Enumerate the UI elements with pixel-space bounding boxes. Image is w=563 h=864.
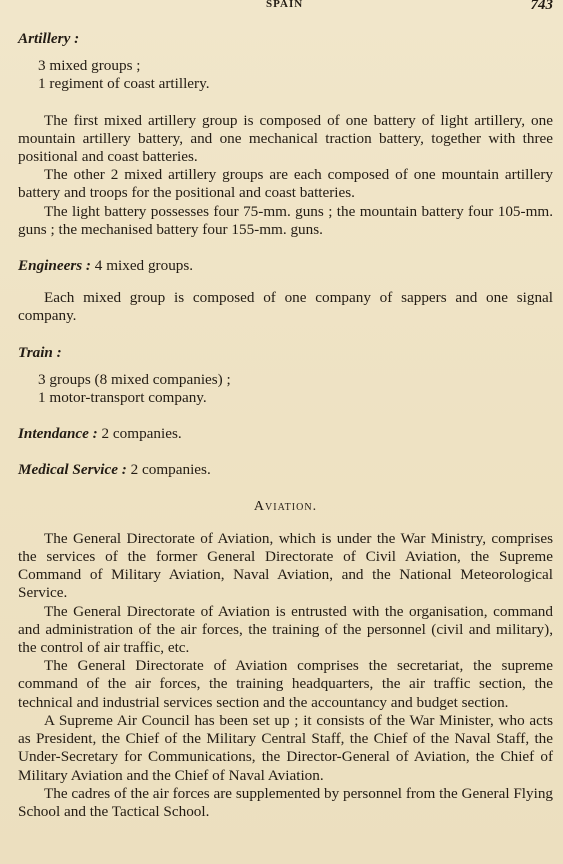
engineers-line xyxy=(18,257,553,275)
paragraph: Each mixed group is composed of one company of sappers and one signal company. xyxy=(18,289,553,325)
paragraph: The General Directorate of Aviation is entrusted with the organisation, command and administration of the air forces, the training of the personnel (civil and military), the control of air traffic, etc. xyxy=(18,602,553,657)
paragraph: The General Directorate of Aviation, which is under the War Ministry, comprises the services of the former General Directorate of Civil Aviation, the Supreme Command of Military Aviation, Naval Aviation, and the National Meteorological Service. xyxy=(18,529,553,602)
medical-heading: Medical Service : xyxy=(18,461,127,479)
aviation-heading: Aviation. xyxy=(253,498,318,514)
running-head: SPAIN xyxy=(266,0,304,10)
artillery-list xyxy=(18,57,553,93)
train-heading: Train : xyxy=(18,343,62,361)
train-list xyxy=(18,371,553,407)
paragraph: The other 2 mixed artillery groups are each composed of one mountain artillery battery and troops for the positional and coast batteries. xyxy=(18,166,553,202)
engineers-heading: Engineers : xyxy=(18,257,91,275)
list-item: 3 mixed groups ; xyxy=(38,57,141,75)
paragraph: The cadres of the air forces are supplemented by personnel from the General Flying School and the Tactical School. xyxy=(18,784,554,820)
page-header xyxy=(0,0,563,18)
intendance-line xyxy=(18,425,553,443)
paragraph: The first mixed artillery group is composed of one battery of light artillery, one mountain artillery battery, and one mechanical traction battery, together with three positional and coast batteries. xyxy=(18,111,553,166)
list-item: 1 regiment of coast artillery. xyxy=(38,75,210,93)
paragraph: The light battery possesses four 75-mm. guns ; the mountain battery four 105-mm. guns ; the mechanised battery four 155-mm. guns. xyxy=(18,202,553,238)
paragraph: The General Directorate of Aviation comprises the secretariat, the supreme command of the air forces, the training headquarters, the air traffic section, the technical and industrial services section and the accountancy and budget section. xyxy=(18,657,553,711)
list-item: 3 groups (8 mixed companies) ; xyxy=(38,370,231,388)
intendance-heading: Intendance : xyxy=(18,425,98,443)
paragraph: A Supreme Air Council has been set up ; it consists of the War Minister, who acts as President, the Chief of the Military Central Staff, the Chief of the Naval Staff, the Under-Secretary for Communications, the Director-General of Aviation, the Chief of Military Aviation and the Chief of Naval Aviation. xyxy=(18,711,553,784)
page-number: 743 xyxy=(530,0,553,13)
page-body xyxy=(18,30,553,821)
intendance-value: 2 companies. xyxy=(101,425,182,443)
medical-value: 2 companies. xyxy=(130,461,211,479)
artillery-heading: Artillery : xyxy=(18,30,80,47)
list-item: 1 motor-transport company. xyxy=(38,389,207,407)
engineers-value: 4 mixed groups. xyxy=(94,257,194,275)
medical-line xyxy=(18,461,553,479)
